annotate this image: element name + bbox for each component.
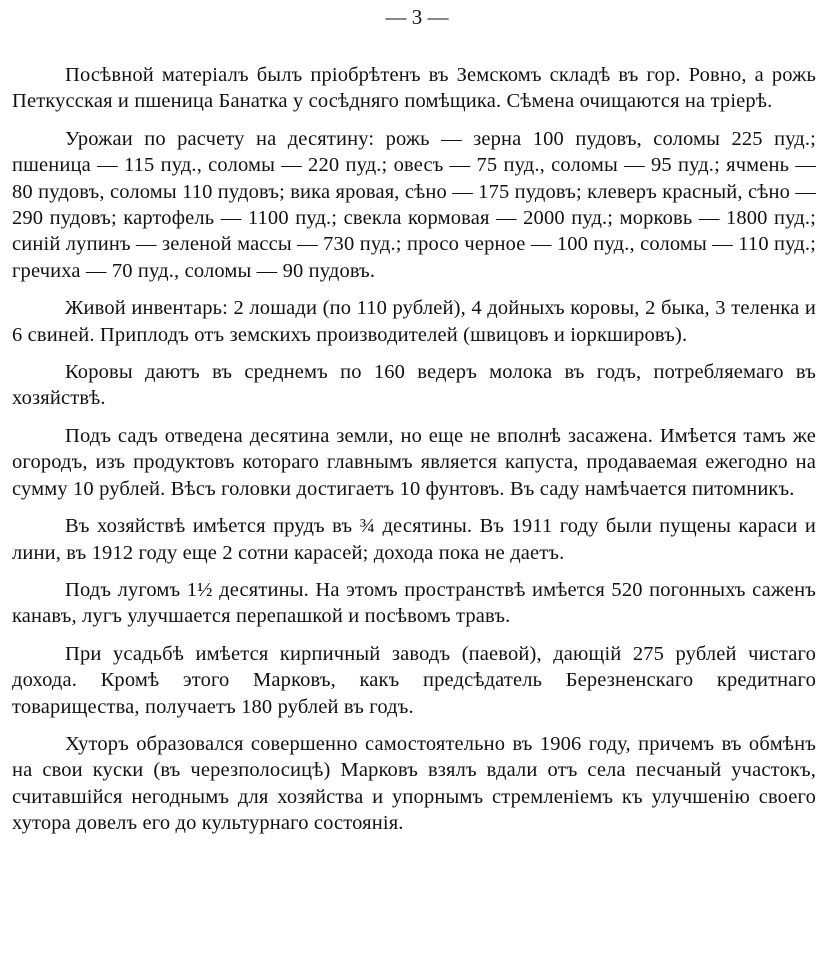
page-number: — 3 — xyxy=(385,5,449,29)
paragraph-meadow: Подъ лугомъ 1½ десятины. На этомъ пространствѣ имѣется 520 погонныхъ саженъ канавъ, лугъ улучшается перепашкой и посѣвомъ травъ. xyxy=(12,578,816,628)
paragraph-garden: Подъ садъ отведена десятина земли, но еще не вполнѣ засажена. Имѣется тамъ же огородъ, изъ продуктовъ котораго главнымъ является капуста, продаваемая ежегодно на сумму 10 рублей. Вѣсъ головки достигаетъ 10 фунтовъ. Въ саду намѣчается питомникъ. xyxy=(12,424,816,500)
paragraph-pond: Въ хозяйствѣ имѣется прудъ въ ¾ десятины. Въ 1911 году были пущены караси и лини, въ 1912 году еще 2 сотни карасей; дохода пока не даетъ. xyxy=(12,515,816,564)
paragraph-milk-yield: Коровы даютъ въ среднемъ по 160 ведеръ молока въ годъ, потребляемаго въ хозяйствѣ. xyxy=(12,361,816,410)
paragraph-seed-material: Посѣвной матеріалъ былъ пріобрѣтенъ въ Земскомъ складѣ въ гор. Ровно, а рожь Петкусская и пшеница Банатка у сосѣдняго помѣщика. Сѣмена очищаются на тріерѣ. xyxy=(12,64,816,113)
document-page xyxy=(12,0,816,848)
paragraph-harvest-yields: Урожаи по расчету на десятину: рожь — зерна 100 пудовъ, соломы 225 пуд.; пшеница — 115 пуд., соломы — 220 пуд.; овесъ — 75 пуд., соломы — 95 пуд.; ячмень — 80 пудовъ, соломы 110 пудовъ; вика яровая, сѣно — 175 пудовъ; клеверъ красный, сѣно — 290 пудовъ; картофель — 1100 пуд.; свекла кормовая — 2000 пуд.; морковь — 1800 пуд.; синій лупинъ — зеленой массы — 730 пуд.; просо черное — 100 пуд., соломы — 110 пуд.; гречиха — 70 пуд., соломы — 90 пудовъ. xyxy=(12,127,816,282)
paragraph-livestock: Живой инвентарь: 2 лошади (по 110 рублей), 4 дойныхъ коровы, 2 быка, 3 теленка и 6 свиней. Приплодъ отъ земскихъ производителей (швицовъ и іоркшировъ). xyxy=(12,297,816,346)
paragraph-farm-history: Хуторъ образовался совершенно самостоятельно въ 1906 году, причемъ въ обмѣнъ на свои куски (въ черезполосицѣ) Марковъ взялъ вдали отъ села песчаный участокъ, считавшійся негоднымъ для хозяйства и упорнымъ стремленіемъ къ улучшенію своего хутора довелъ его до культурнаго состоянія. xyxy=(12,732,816,835)
paragraph-brick-factory: При усадьбѣ имѣется кирпичный заводъ (паевой), дающій 275 рублей чистаго дохода. Кромѣ этого Марковъ, какъ предсѣдатель Березненскаго кредитнаго товарищества, получаетъ 180 рублей въ годъ. xyxy=(12,642,816,718)
